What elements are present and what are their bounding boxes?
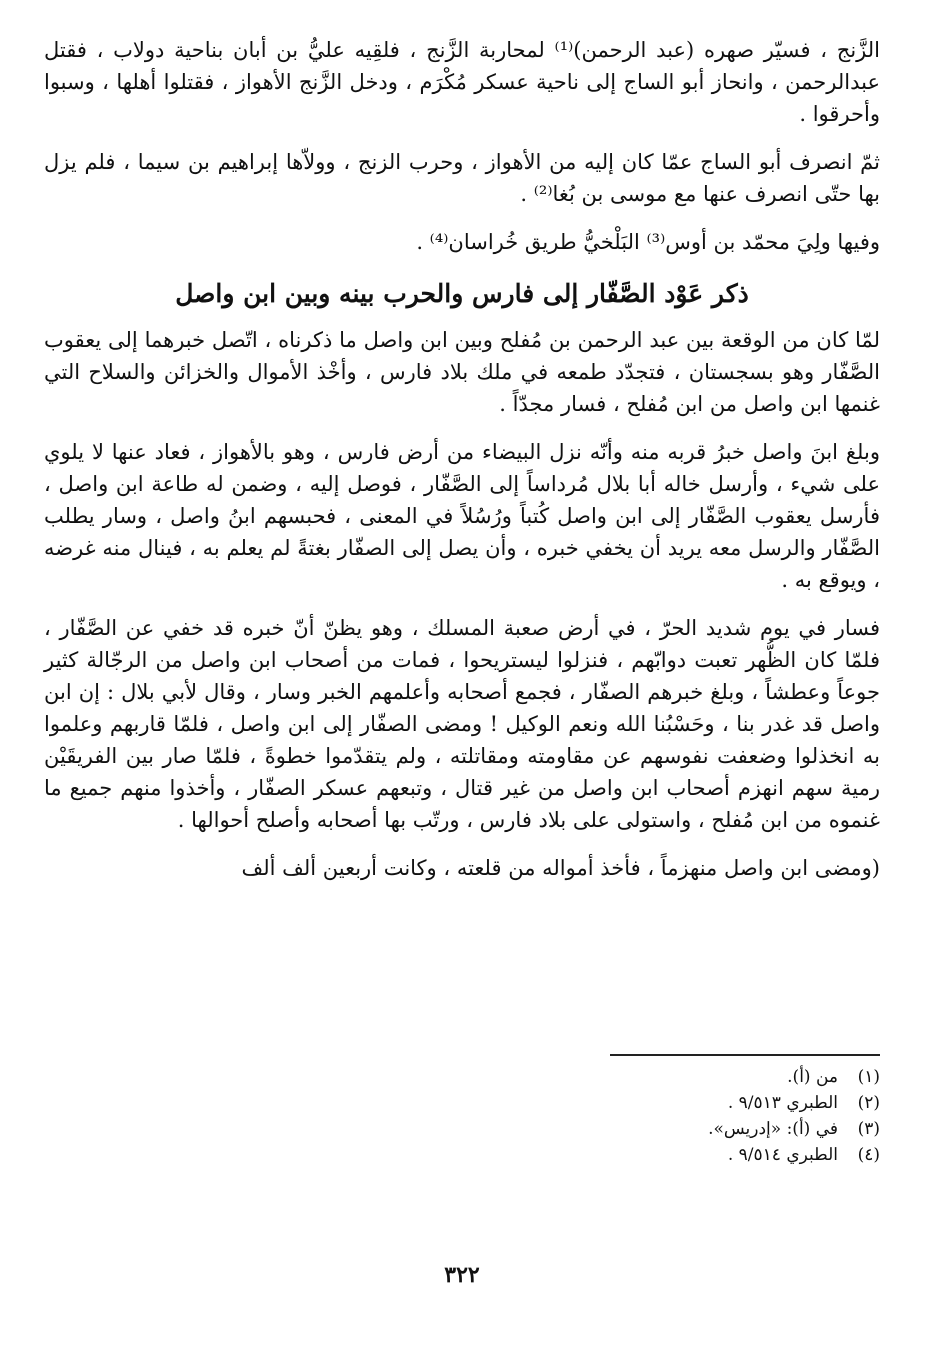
- section-heading: ذكر عَوْد الصَّفّار إلى فارس والحرب بينه وبين ابن واصل: [175, 279, 749, 308]
- footnote-text: في (أ): «إدريس».: [708, 1119, 838, 1139]
- paragraph-6: فسار في يوم شديد الحرّ ، في أرض صعبة المسلك ، وهو يظنّ أنّ خبره قد خفي عن الصَّفّار ، فلمّا كان الظُّهر تعبت دوابّهم ، فنزلوا ليستريحوا ، فمات من أصحاب ابن واصل من الرجّالة كثير جوعاً وعطشاً ، وبلغ خبرهم الصفّار ، فجمع أصحابه وأعلمهم الخبر وسار ، وقال لأبي بلال : إن ابن واصل قد غدر بنا ، وحَسْبُنا الله ونعم الوكيل ! ومضى الصفّار إلى ابن واصل ، فلمّا قاربهم وعلموا به انخذلوا وضعفت نفوسهم عن مقاومته ومقاتلته ، ولم يتقدّموا خطوةً ، فلمّا صار بين الفريقَيْن رمية سهم انهزم أصحاب ابن واصل من غير قتال ، وتبعهم عسكر الصفّار ، وأخذوا منهم جميع ما غنموه من ابن مُفلح ، واستولى على بلاد فارس ، ورتّب بها أصحابه وأصلح أحوالها .: [44, 616, 880, 832]
- footnotes: [44, 1064, 880, 1168]
- footnote-4: [44, 1142, 880, 1168]
- paragraph-1: الزَّنج ، فسيّر صهره (عبد الرحمن)⁽¹⁾ لمحاربة الزَّنج ، فلقِيه عليُّ بن أبان بناحية دولاب ، فقتل عبدالرحمن ، وانحاز أبو الساج إلى ناحية عسكر مُكْرَم ، ودخل الزَّنج الأهواز ، فقتلوا أهلها ، وسبوا وأحرقوا .: [44, 38, 880, 126]
- footnote-number: (٣): [857, 1119, 880, 1139]
- paragraph-2: ثمّ انصرف أبو الساج عمّا كان إليه من الأهواز ، وحرب الزنج ، وولاّها إبراهيم بن سيما ، فلم يزل بها حتّى انصرف عنها مع موسى بن بُغا⁽²⁾ .: [44, 150, 880, 206]
- footnote-1: [44, 1064, 880, 1090]
- footer-area: [44, 0, 880, 1370]
- page-number: ٣٢٢: [444, 1262, 480, 1288]
- footnote-2: [44, 1090, 880, 1116]
- footnote-text: الطبري ٩/٥١٣ .: [727, 1093, 838, 1113]
- footnote-number: (١): [857, 1067, 880, 1087]
- footnote-number: (٤): [857, 1145, 880, 1165]
- paragraph-7: (ومضى ابن واصل منهزماً ، فأخذ أمواله من قلعته ، وكانت أربعين ألف ألف: [241, 856, 880, 880]
- paragraph-5: وبلغ ابنَ واصل خبرُ قربه منه وأنّه نزل البيضاء من أرض فارس ، وهو بالأهواز ، فعاد عنها لا يلوي على شيء ، وأرسل خاله أبا بلال مُرداساً إلى الصَّفّار ، فوصل إليه ، وضمن له طاعة ابن واصل ، فأرسل يعقوب الصَّفّار إلى ابن واصل كُتباً ورُسُلاً في المعنى ، فحبسهم ابنُ واصل ، وسار يطلب الصَّفّار والرسل معه يريد أن يخفي خبره ، وأن يصل إلى الصفّار بغتةً لم يعلم به ، فينال منه غرضه ، ويوقع به .: [44, 440, 880, 592]
- paragraph-4: لمّا كان من الوقعة بين عبد الرحمن بن مُفلح وبين ابن واصل ما ذكرناه ، اتّصل خبرهما إلى يعقوب الصَّفّار وهو بسجستان ، فتجدّد طمعه في ملك بلاد فارس ، وأخْذ الأموال والخزائن والسلاح التي غنمها ابن واصل من ابن مُفلح ، فسار مجدّاً .: [44, 328, 880, 416]
- footnote-number: (٢): [857, 1093, 880, 1113]
- footnote-3: [44, 1116, 880, 1142]
- footnote-text: الطبري ٩/٥١٤ .: [727, 1145, 838, 1165]
- paragraph-3: وفيها ولِيَ محمّد بن أوس⁽³⁾ البَلْخيُّ طريق خُراسان⁽⁴⁾ .: [416, 230, 880, 254]
- footnote-text: من (أ).: [787, 1067, 838, 1087]
- footnote-divider: [610, 1054, 880, 1056]
